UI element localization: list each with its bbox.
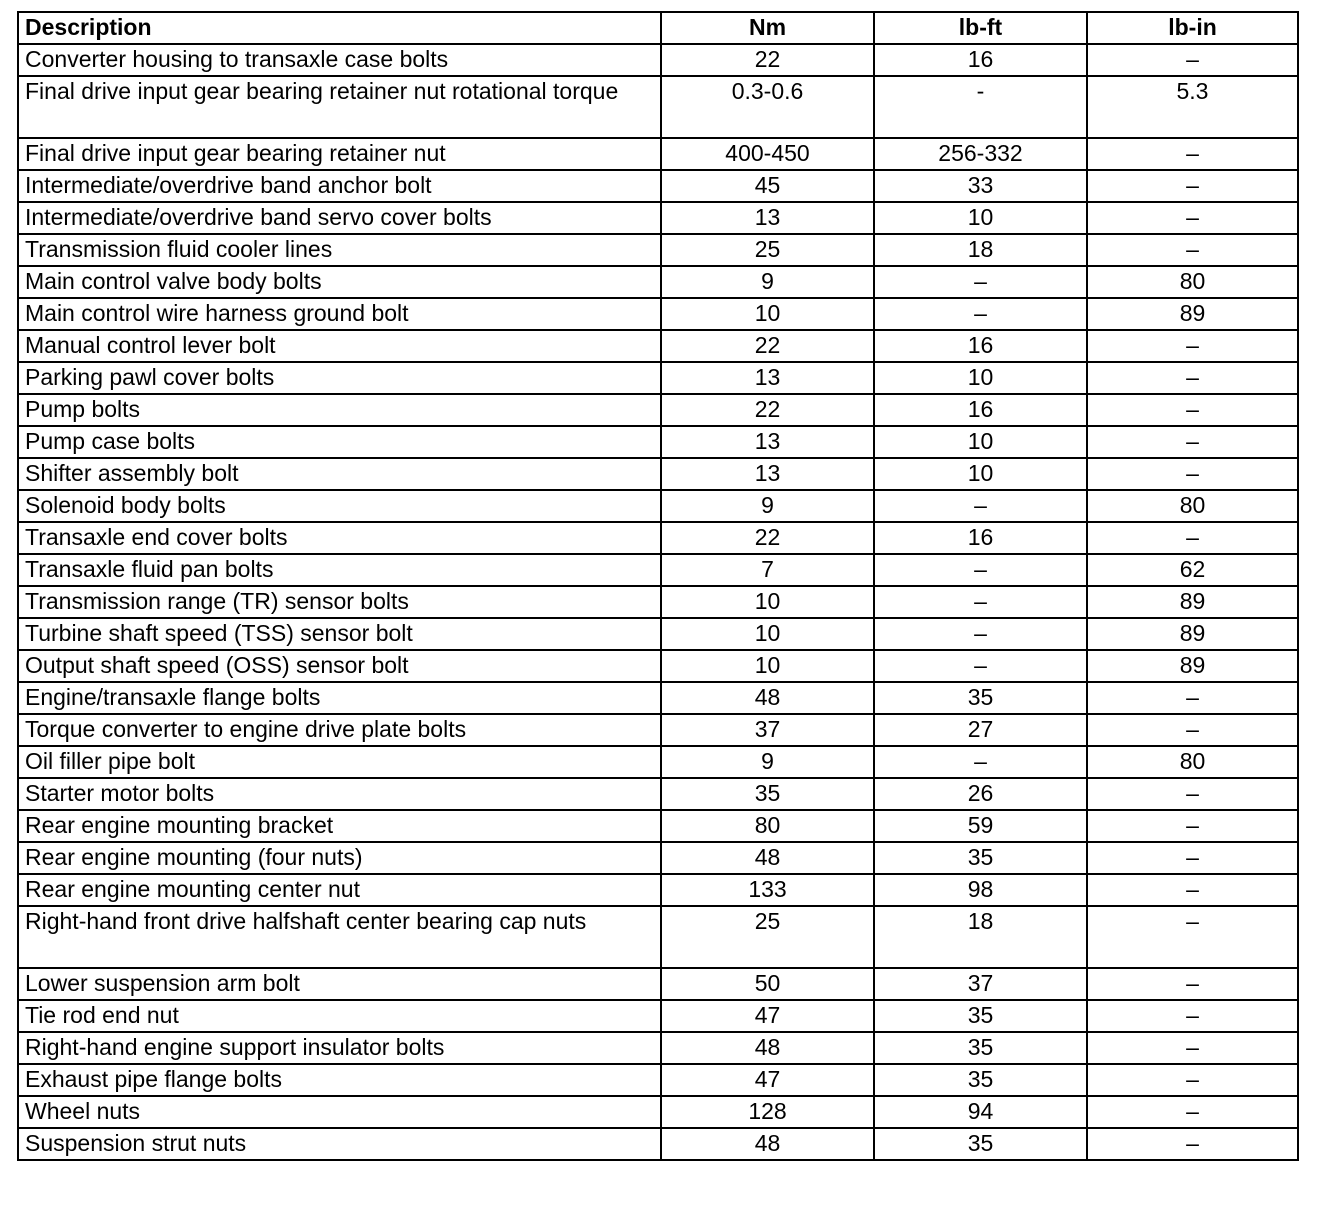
- table-row: [18, 458, 1298, 490]
- cell-lb-ft: 98: [874, 874, 1087, 906]
- cell-description: Turbine shaft speed (TSS) sensor bolt: [18, 618, 661, 650]
- cell-lb-in: –: [1087, 682, 1298, 714]
- cell-nm: 9: [661, 266, 874, 298]
- cell-description: Main control valve body bolts: [18, 266, 661, 298]
- cell-lb-ft: 10: [874, 202, 1087, 234]
- table-row: [18, 138, 1298, 170]
- table-row: [18, 330, 1298, 362]
- cell-description: Main control wire harness ground bolt: [18, 298, 661, 330]
- header-lb-ft: lb-ft: [874, 12, 1087, 44]
- table-row: [18, 362, 1298, 394]
- header-nm: Nm: [661, 12, 874, 44]
- cell-nm: 10: [661, 298, 874, 330]
- table-row: [18, 170, 1298, 202]
- cell-description: Rear engine mounting (four nuts): [18, 842, 661, 874]
- cell-description: Suspension strut nuts: [18, 1128, 661, 1160]
- cell-lb-ft: 37: [874, 968, 1087, 1000]
- header-description: Description: [18, 12, 661, 44]
- cell-nm: 45: [661, 170, 874, 202]
- cell-lb-ft: 18: [874, 234, 1087, 266]
- cell-lb-in: –: [1087, 778, 1298, 810]
- cell-lb-ft: 35: [874, 842, 1087, 874]
- table-body: [18, 44, 1298, 1160]
- cell-nm: 22: [661, 330, 874, 362]
- cell-description: Right-hand front drive halfshaft center bearing cap nuts: [18, 906, 661, 968]
- cell-description: Final drive input gear bearing retainer nut rotational torque: [18, 76, 661, 138]
- cell-lb-ft: 16: [874, 394, 1087, 426]
- cell-description: Engine/transaxle flange bolts: [18, 682, 661, 714]
- table-row: [18, 618, 1298, 650]
- table-row: [18, 746, 1298, 778]
- cell-description: Transaxle end cover bolts: [18, 522, 661, 554]
- cell-lb-in: –: [1087, 170, 1298, 202]
- table-row: [18, 1032, 1298, 1064]
- cell-nm: 25: [661, 906, 874, 968]
- cell-lb-ft: 18: [874, 906, 1087, 968]
- cell-lb-in: –: [1087, 202, 1298, 234]
- cell-lb-in: –: [1087, 44, 1298, 76]
- cell-lb-ft: 16: [874, 44, 1087, 76]
- cell-lb-ft: 35: [874, 1064, 1087, 1096]
- cell-nm: 22: [661, 522, 874, 554]
- table-row: [18, 778, 1298, 810]
- cell-lb-in: –: [1087, 1128, 1298, 1160]
- cell-lb-ft: 27: [874, 714, 1087, 746]
- cell-description: Transmission range (TR) sensor bolts: [18, 586, 661, 618]
- cell-nm: 13: [661, 202, 874, 234]
- cell-lb-ft: 256-332: [874, 138, 1087, 170]
- cell-description: Transmission fluid cooler lines: [18, 234, 661, 266]
- cell-lb-ft: –: [874, 586, 1087, 618]
- cell-description: Rear engine mounting center nut: [18, 874, 661, 906]
- cell-lb-in: –: [1087, 968, 1298, 1000]
- cell-description: Right-hand engine support insulator bolts: [18, 1032, 661, 1064]
- cell-lb-in: –: [1087, 842, 1298, 874]
- cell-description: Intermediate/overdrive band anchor bolt: [18, 170, 661, 202]
- table-row: [18, 490, 1298, 522]
- cell-nm: 10: [661, 618, 874, 650]
- cell-nm: 133: [661, 874, 874, 906]
- table-row: [18, 682, 1298, 714]
- cell-lb-ft: -: [874, 76, 1087, 138]
- cell-lb-ft: 35: [874, 1128, 1087, 1160]
- cell-lb-ft: 59: [874, 810, 1087, 842]
- table-row: [18, 266, 1298, 298]
- cell-lb-in: –: [1087, 874, 1298, 906]
- cell-nm: 48: [661, 1128, 874, 1160]
- cell-lb-in: –: [1087, 810, 1298, 842]
- cell-nm: 47: [661, 1000, 874, 1032]
- table-row: [18, 810, 1298, 842]
- cell-nm: 10: [661, 650, 874, 682]
- cell-lb-in: –: [1087, 522, 1298, 554]
- table-row: [18, 1064, 1298, 1096]
- cell-nm: 0.3-0.6: [661, 76, 874, 138]
- cell-lb-in: –: [1087, 330, 1298, 362]
- cell-lb-in: 62: [1087, 554, 1298, 586]
- cell-lb-ft: 16: [874, 330, 1087, 362]
- cell-lb-ft: 26: [874, 778, 1087, 810]
- cell-description: Solenoid body bolts: [18, 490, 661, 522]
- cell-description: Wheel nuts: [18, 1096, 661, 1128]
- table-header-row: [18, 12, 1298, 44]
- cell-lb-in: –: [1087, 458, 1298, 490]
- cell-nm: 35: [661, 778, 874, 810]
- table-row: [18, 1128, 1298, 1160]
- cell-lb-in: –: [1087, 362, 1298, 394]
- cell-description: Oil filler pipe bolt: [18, 746, 661, 778]
- cell-lb-in: –: [1087, 1064, 1298, 1096]
- cell-nm: 7: [661, 554, 874, 586]
- cell-lb-in: –: [1087, 138, 1298, 170]
- table-row: [18, 586, 1298, 618]
- table-row: [18, 968, 1298, 1000]
- cell-lb-in: –: [1087, 1096, 1298, 1128]
- cell-nm: 13: [661, 362, 874, 394]
- table-row: [18, 842, 1298, 874]
- cell-nm: 37: [661, 714, 874, 746]
- cell-lb-ft: 16: [874, 522, 1087, 554]
- table-row: [18, 554, 1298, 586]
- cell-lb-in: –: [1087, 714, 1298, 746]
- cell-nm: 128: [661, 1096, 874, 1128]
- cell-lb-in: –: [1087, 234, 1298, 266]
- cell-lb-in: 89: [1087, 618, 1298, 650]
- table-row: [18, 906, 1298, 968]
- table-row: [18, 202, 1298, 234]
- cell-description: Converter housing to transaxle case bolts: [18, 44, 661, 76]
- cell-lb-ft: 35: [874, 1000, 1087, 1032]
- cell-lb-ft: –: [874, 490, 1087, 522]
- cell-description: Tie rod end nut: [18, 1000, 661, 1032]
- cell-description: Torque converter to engine drive plate bolts: [18, 714, 661, 746]
- cell-lb-in: 89: [1087, 586, 1298, 618]
- cell-nm: 50: [661, 968, 874, 1000]
- table-row: [18, 1096, 1298, 1128]
- table-row: [18, 522, 1298, 554]
- cell-lb-in: 80: [1087, 746, 1298, 778]
- cell-description: Transaxle fluid pan bolts: [18, 554, 661, 586]
- cell-nm: 10: [661, 586, 874, 618]
- cell-lb-ft: 33: [874, 170, 1087, 202]
- cell-lb-ft: –: [874, 554, 1087, 586]
- cell-description: Rear engine mounting bracket: [18, 810, 661, 842]
- cell-lb-in: 89: [1087, 298, 1298, 330]
- cell-description: Pump bolts: [18, 394, 661, 426]
- cell-lb-ft: 10: [874, 426, 1087, 458]
- table-row: [18, 426, 1298, 458]
- cell-lb-in: –: [1087, 1032, 1298, 1064]
- cell-lb-ft: 94: [874, 1096, 1087, 1128]
- cell-description: Starter motor bolts: [18, 778, 661, 810]
- cell-nm: 22: [661, 394, 874, 426]
- cell-lb-in: 80: [1087, 266, 1298, 298]
- cell-nm: 47: [661, 1064, 874, 1096]
- cell-description: Lower suspension arm bolt: [18, 968, 661, 1000]
- cell-description: Intermediate/overdrive band servo cover bolts: [18, 202, 661, 234]
- cell-nm: 9: [661, 490, 874, 522]
- cell-nm: 9: [661, 746, 874, 778]
- table-row: [18, 234, 1298, 266]
- cell-lb-in: –: [1087, 394, 1298, 426]
- cell-lb-ft: 10: [874, 362, 1087, 394]
- cell-lb-ft: 35: [874, 682, 1087, 714]
- cell-lb-in: 80: [1087, 490, 1298, 522]
- cell-nm: 400-450: [661, 138, 874, 170]
- cell-description: Final drive input gear bearing retainer nut: [18, 138, 661, 170]
- cell-description: Pump case bolts: [18, 426, 661, 458]
- cell-nm: 13: [661, 458, 874, 490]
- cell-lb-in: –: [1087, 426, 1298, 458]
- cell-nm: 48: [661, 682, 874, 714]
- cell-nm: 48: [661, 842, 874, 874]
- cell-lb-ft: –: [874, 746, 1087, 778]
- cell-description: Exhaust pipe flange bolts: [18, 1064, 661, 1096]
- cell-nm: 80: [661, 810, 874, 842]
- cell-lb-in: –: [1087, 1000, 1298, 1032]
- cell-lb-in: 89: [1087, 650, 1298, 682]
- cell-nm: 25: [661, 234, 874, 266]
- cell-nm: 13: [661, 426, 874, 458]
- table-row: [18, 44, 1298, 76]
- cell-lb-ft: –: [874, 266, 1087, 298]
- cell-nm: 48: [661, 1032, 874, 1064]
- cell-lb-ft: 10: [874, 458, 1087, 490]
- table-row: [18, 76, 1298, 138]
- table-row: [18, 874, 1298, 906]
- header-lb-in: lb-in: [1087, 12, 1298, 44]
- table-row: [18, 714, 1298, 746]
- cell-lb-in: –: [1087, 906, 1298, 968]
- cell-description: Output shaft speed (OSS) sensor bolt: [18, 650, 661, 682]
- cell-description: Manual control lever bolt: [18, 330, 661, 362]
- cell-description: Parking pawl cover bolts: [18, 362, 661, 394]
- cell-nm: 22: [661, 44, 874, 76]
- table-row: [18, 1000, 1298, 1032]
- cell-lb-in: 5.3: [1087, 76, 1298, 138]
- table-row: [18, 394, 1298, 426]
- cell-lb-ft: –: [874, 618, 1087, 650]
- cell-lb-ft: 35: [874, 1032, 1087, 1064]
- torque-spec-table: [17, 11, 1299, 1161]
- table-row: [18, 298, 1298, 330]
- cell-lb-ft: –: [874, 650, 1087, 682]
- cell-description: Shifter assembly bolt: [18, 458, 661, 490]
- cell-lb-ft: –: [874, 298, 1087, 330]
- table-row: [18, 650, 1298, 682]
